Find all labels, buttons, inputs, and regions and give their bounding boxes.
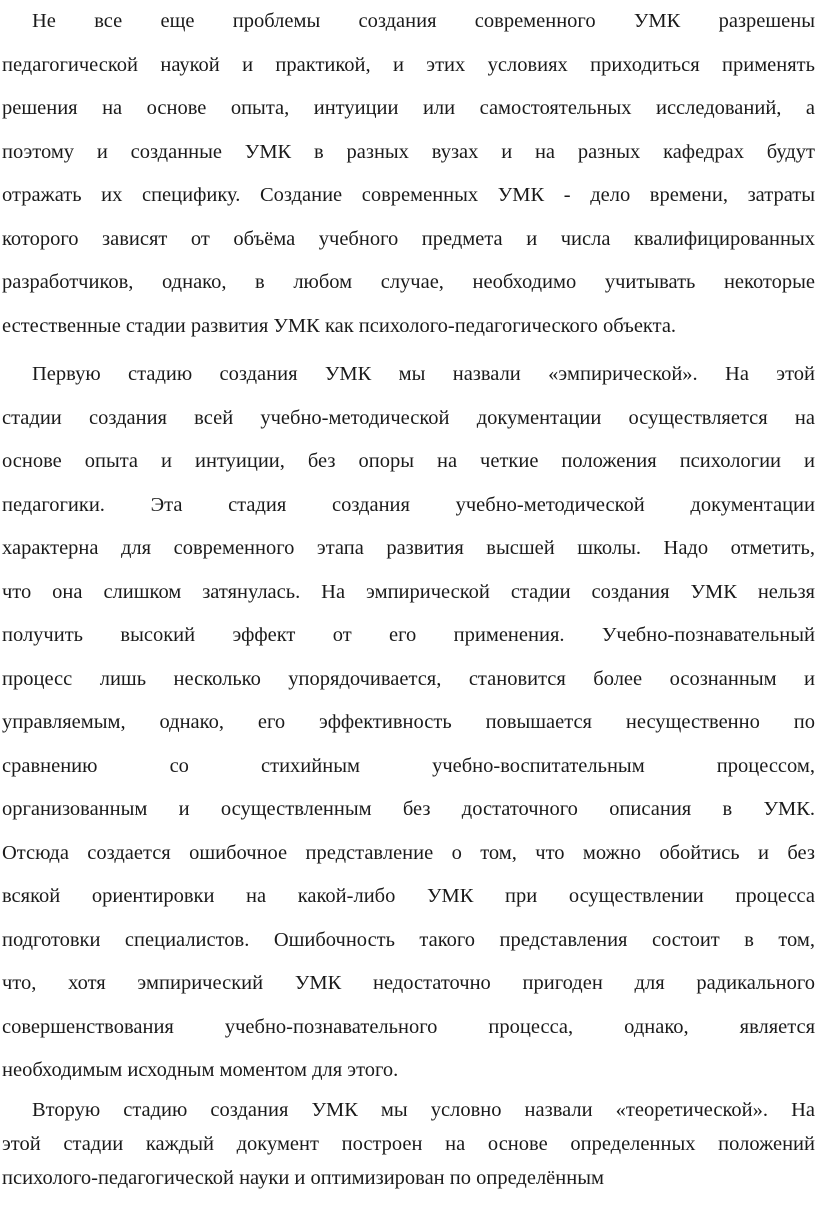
text-line: всякой ориентировки на какой-либо УМК при осуществлении процесса bbox=[2, 885, 815, 907]
text-line: разработчиков, однако, в любом случае, необходимо учитывать некоторые bbox=[2, 271, 815, 293]
text-line: поэтому и созданные УМК в разных вузах и на разных кафедрах будут bbox=[2, 140, 815, 163]
text-line: педагогики. Эта стадия создания учебно-методической документации bbox=[2, 493, 815, 516]
text-line: которого зависят от объёма учебного предмета и числа квалифицированных bbox=[2, 227, 815, 250]
text-line: отражать их специфику. Создание современных УМК - дело времени, затраты bbox=[2, 184, 815, 206]
text-line: что она слишком затянулась. На эмпирической стадии создания УМК нельзя bbox=[2, 580, 815, 603]
text-line: Отсюда создается ошибочное представление о том, что можно обойтись и без bbox=[2, 841, 815, 864]
text-line: организованным и осуществленным без достаточного описания в УМК. bbox=[2, 798, 815, 820]
text-line: педагогической наукой и практикой, и этих условиях приходиться применять bbox=[2, 53, 815, 76]
text-line: стадии создания всей учебно-методической документации осуществляется на bbox=[2, 406, 815, 429]
paragraph-2 bbox=[2, 353, 815, 1093]
text-line: естественные стадии развития УМК как психолого-педагогического объекта. bbox=[2, 314, 677, 337]
text-line: решения на основе опыта, интуиции или самостоятельных исследований, а bbox=[2, 97, 815, 119]
text-line: подготовки специалистов. Ошибочность такого представления состоит в том, bbox=[2, 928, 815, 951]
paragraph-1 bbox=[2, 0, 815, 348]
text-line: необходимым исходным моментом для этого. bbox=[2, 1059, 399, 1081]
text-line: характерна для современного этапа развития высшей школы. Надо отметить, bbox=[2, 537, 815, 559]
text-line: что, хотя эмпирический УМК недостаточно пригоден для радикального bbox=[2, 972, 815, 994]
text-line: основе опыта и интуиции, без опоры на четкие положения психологии и bbox=[2, 450, 815, 472]
paragraph-3 bbox=[2, 1093, 815, 1195]
text-line: психолого-педагогической науки и оптимизирован по определённым bbox=[2, 1167, 604, 1189]
text-line: сравнению со стихийным учебно-воспитательным процессом, bbox=[2, 754, 815, 777]
text-line: Первую стадию создания УМК мы назвали «эмпирической». На этой bbox=[32, 363, 815, 385]
text-line: этой стадии каждый документ построен на основе определенных положений bbox=[2, 1133, 815, 1155]
text-line: процесс лишь несколько упорядочивается, становится более осознанным и bbox=[2, 667, 815, 690]
text-line: Вторую стадию создания УМК мы условно назвали «теоретической». На bbox=[32, 1099, 815, 1121]
text-line: получить высокий эффект от его применения. Учебно-познавательный bbox=[2, 624, 815, 646]
text-line: управляемым, однако, его эффективность повышается несущественно по bbox=[2, 711, 815, 733]
text-line: совершенствования учебно-познавательного процесса, однако, является bbox=[2, 1015, 815, 1038]
text-line: Не все еще проблемы создания современного УМК разрешены bbox=[32, 10, 815, 32]
